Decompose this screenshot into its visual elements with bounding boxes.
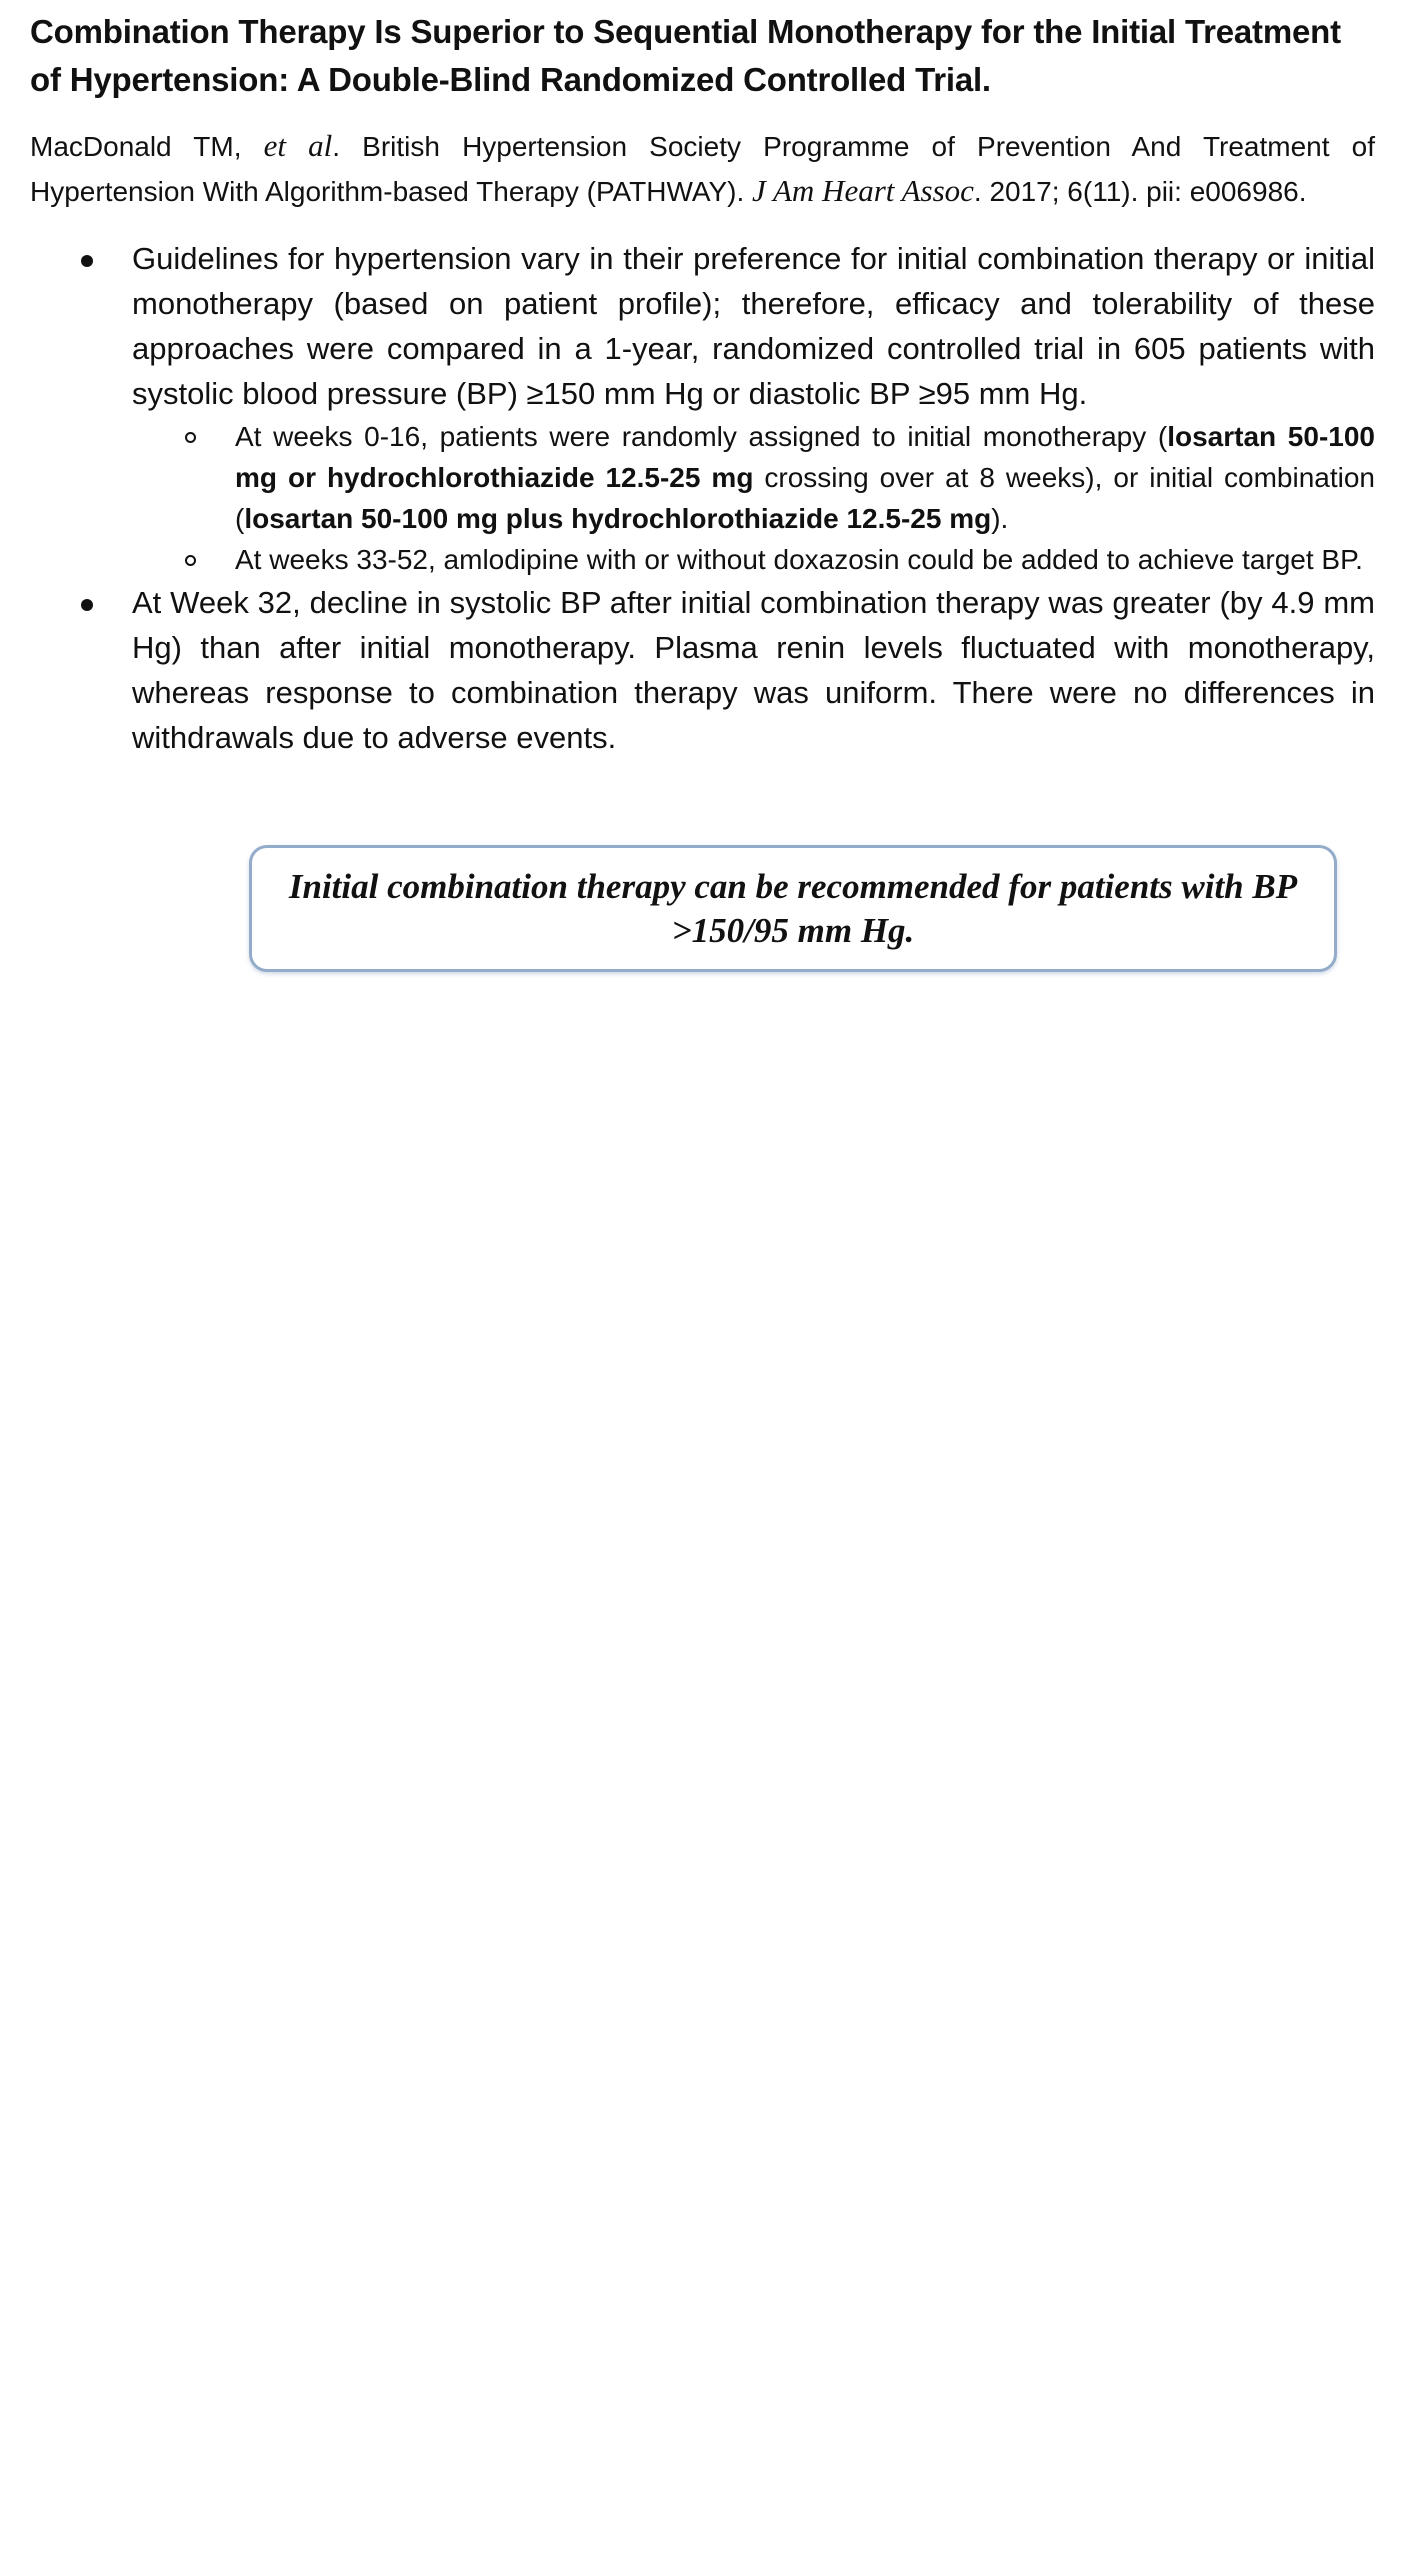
bullet-text: Guidelines for hypertension vary in their preference for initial combination therapy or initial monotherapy (based on patient profile); therefore, efficacy and tolerability of these approaches were compared in a 1-year, randomized controlled trial in 605 patients with systolic blood pressure (BP) ≥150 mm Hg or diastolic BP ≥95 mm Hg. [132, 241, 1375, 411]
bullet-item [30, 236, 1375, 416]
bullet-dot-icon [81, 255, 93, 267]
bullet-item [30, 580, 1375, 760]
citation [30, 124, 1375, 214]
bullet-dot-icon [81, 599, 93, 611]
sub-bullet-text: At weeks 33-52, amlodipine with or without doxazosin could be added to achieve target BP. [235, 544, 1363, 575]
bullet-list [30, 236, 1375, 760]
citation-journal: J Am Heart Assoc [752, 173, 974, 208]
sub-bullet-text: ). [991, 503, 1009, 534]
citation-program: . British Hypertension Society Programme of Prevention And Treatment of Hypertension With Algorithm-based Therapy (PATHWAY). [30, 131, 1375, 207]
conclusion-text: Initial combination therapy can be recommended for patients with BP >150/95 mm Hg. [288, 866, 1298, 950]
sub-bullet-bold: losartan 50-100 mg or hydrochlorothiazide 12.5-25 mg [235, 421, 1375, 493]
conclusion-callout [249, 845, 1337, 972]
article-title: Combination Therapy Is Superior to Sequential Monotherapy for the Initial Treatment of Hypertension: A Double-Blind Randomized Controlled Trial. [30, 13, 1341, 98]
sub-bullet-text: crossing over at 8 weeks), or initial combination ( [235, 462, 1375, 534]
sub-bullet-bold: losartan 50-100 mg plus hydrochlorothiazide 12.5-25 mg [244, 503, 992, 534]
sub-bullet-item [30, 539, 1375, 580]
bullet-text: At Week 32, decline in systolic BP after initial combination therapy was greater (by 4.9 mm Hg) than after initial monotherapy. Plasma renin levels fluctuated with monotherapy, whereas response to combination therapy was uniform. There were no differences in withdrawals due to adverse events. [132, 585, 1375, 755]
sub-bullet-circle-icon [185, 555, 196, 566]
citation-et-al: et al [263, 128, 333, 163]
sub-bullet-text: At weeks 0-16, patients were randomly assigned to initial monotherapy ( [235, 421, 1168, 452]
sub-bullet-circle-icon [185, 432, 196, 443]
citation-authors: MacDonald TM, [30, 131, 264, 162]
citation-details: . 2017; 6(11). pii: e006986. [973, 176, 1307, 207]
sub-bullet-item [30, 416, 1375, 539]
